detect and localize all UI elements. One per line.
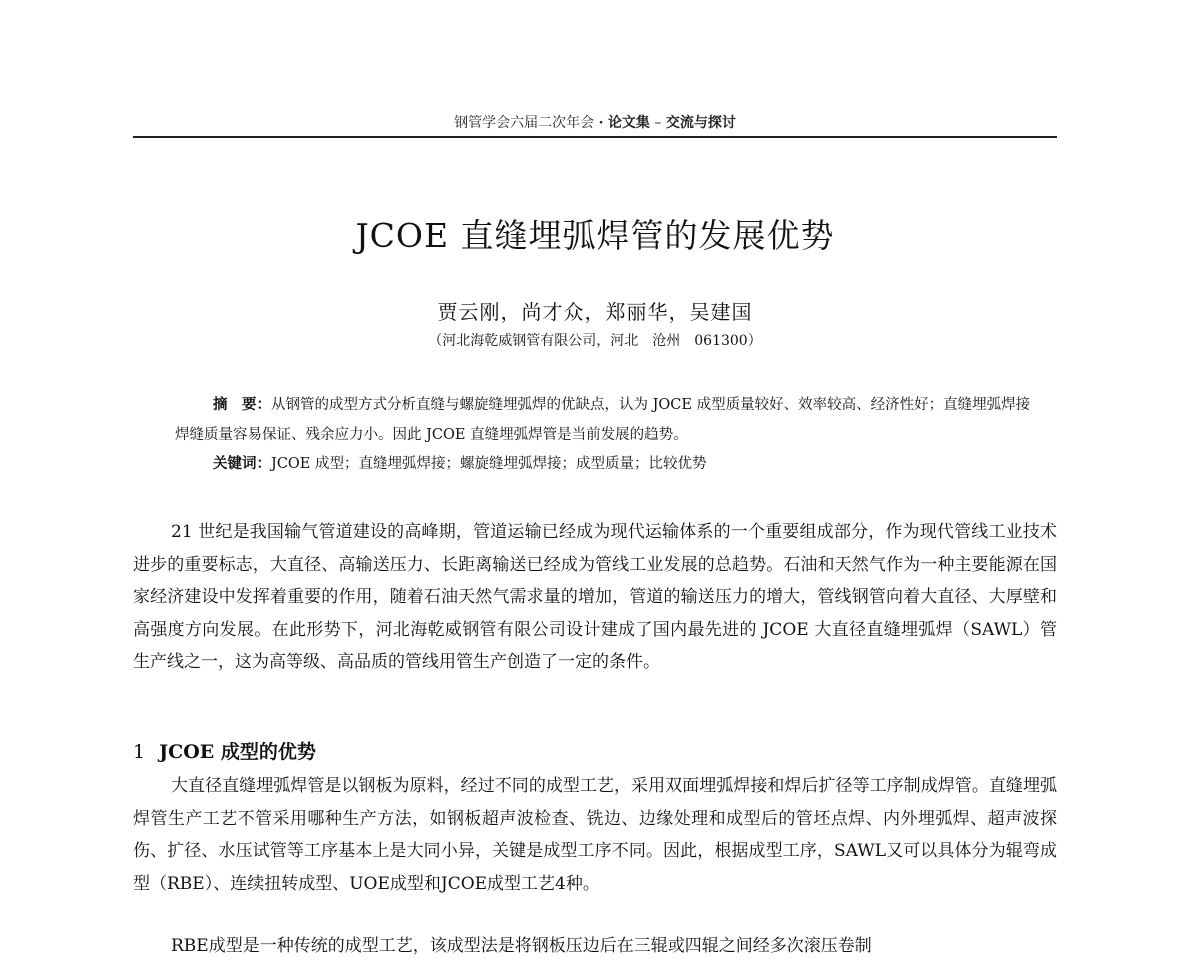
section-heading <box>133 737 316 764</box>
header-conference: 钢管学会六届二次年会 <box>454 115 595 131</box>
section-title: JCOE 成型的优势 <box>159 741 316 763</box>
section-number: 1 <box>133 741 146 763</box>
intro-paragraph: 21 世纪是我国输气管道建设的高峰期，管道运输已经成为现代运输体系的一个重要组成部分，作为现代管线工业技术进步的重要标志，大直径、高输送压力、长距离输送已经成为管线工业发展的总趋势。石油和天然气作为一种主要能源在国家经济建设中发挥着重要的作用，随着石油天然气需求量的增加，管道的输送压力的增大，管线钢管向着大直径、大厚壁和高强度方向发展。在此形势下，河北海乾威钢管有限公司设计建成了国内最先进的 JCOE 大直径直缝埋弧焊（SAWL）管生产线之一，这为高等级、高品质的管线用管生产创造了一定的条件。 <box>133 522 1057 672</box>
abstract-text: 从钢管的成型方式分析直缝与螺旋缝埋弧焊的优缺点，认为 JOCE 成型质量较好、效率较高、经济性好；直缝埋弧焊接焊缝质量容易保证、残余应力小。因此 JCOE 直缝埋弧焊管是当前发展的趋势。 <box>175 397 1031 443</box>
header-dot: · <box>598 115 604 131</box>
abstract-label: 摘 要： <box>213 396 271 413</box>
paper-title: JCOE 直缝埋弧焊管的发展优势 <box>355 216 835 255</box>
header-rule <box>133 136 1057 138</box>
keywords <box>213 452 707 473</box>
affiliation: （河北海乾威钢管有限公司，河北 沧州 061300） <box>428 333 762 349</box>
section-paragraph: 大直径直缝埋弧焊管是以钢板为原料，经过不同的成型工艺，采用双面埋弧焊接和焊后扩径等工序制成焊管。直缝埋弧焊管生产工艺不管采用哪种生产方法，如钢板超声波检查、铣边、边缘处理和成型后的管坯点焊、内外埋弧焊、超声波探伤、扩径、水压试管等工序基本上是大同小异，关键是成型工序不同。因此，根据成型工序，SAWL又可以具体分为辊弯成型（RBE）、连续扭转成型、UOE成型和JCOE成型工艺4种。 <box>133 776 1057 894</box>
author-list: 贾云刚，尚才众，郑丽华，吴建国 <box>437 300 753 324</box>
abstract <box>175 390 1035 450</box>
running-header <box>133 112 1057 132</box>
section-paragraph-continued: RBE成型是一种传统的成型工艺，该成型法是将钢板压边后在三辊或四辊之间经多次滚压卷制 <box>171 936 872 956</box>
header-dash: – <box>654 115 662 131</box>
keywords-text: JCOE 成型；直缝埋弧焊接；螺旋缝埋弧焊接；成型质量；比较优势 <box>271 456 707 472</box>
keywords-label: 关键词： <box>213 455 271 472</box>
header-collection: 论文集 <box>607 115 650 131</box>
header-section: 交流与探讨 <box>665 115 736 131</box>
